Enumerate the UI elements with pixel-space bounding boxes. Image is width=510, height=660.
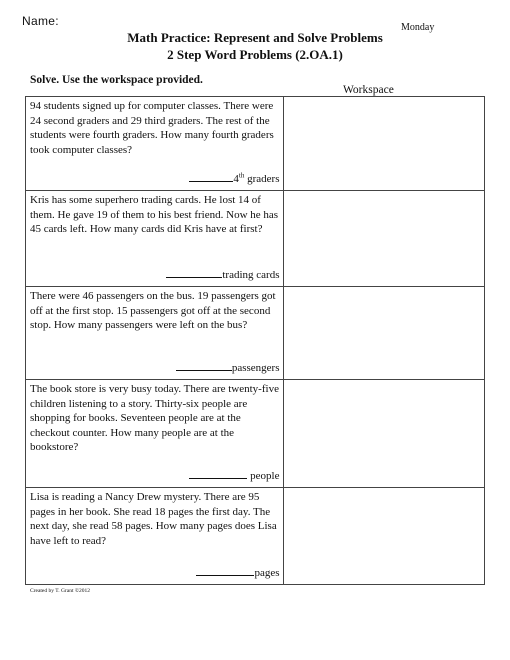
- name-label: Name:: [22, 14, 59, 28]
- answer-number: 4: [233, 173, 239, 185]
- worksheet-title: Math Practice: Represent and Solve Problems: [127, 30, 383, 45]
- problem-row: [26, 488, 485, 585]
- problem-table: [25, 96, 485, 585]
- answer-label: people: [247, 470, 280, 482]
- problem-cell: [26, 380, 284, 488]
- problem-cell: [26, 287, 284, 380]
- problem-row: [26, 97, 485, 191]
- problem-text: Kris has some superhero trading cards. He lost 14 of them. He gave 19 of them to his best friend. Now he has 45 cards left. How many cards did Kris have at first?: [30, 194, 279, 235]
- day-label: Monday: [401, 22, 435, 33]
- problem-cell: [26, 191, 284, 287]
- workspace-cell[interactable]: [284, 287, 485, 380]
- problem-text: There were 46 passengers on the bus. 19 passengers got off at the first stop. 15 passengers got off at the second stop. How many passengers were left on the bus?: [30, 290, 276, 331]
- answer-label: passengers: [231, 362, 280, 374]
- problem-text: Lisa is reading a Nancy Drew mystery. There are 95 pages in her book. She read 18 pages the first day. The next day, she read 58 pages. How many pages does Lisa have left to read?: [30, 491, 277, 547]
- answer-superscript: th: [238, 171, 245, 180]
- answer-blank[interactable]: [166, 267, 222, 278]
- answer-line: [166, 267, 279, 281]
- workspace-cell[interactable]: [284, 97, 485, 191]
- workspace-cell[interactable]: [284, 191, 485, 287]
- answer-line: [176, 360, 280, 374]
- answer-label: pages: [254, 567, 280, 579]
- answer-label: trading cards: [222, 269, 280, 281]
- answer-line: [189, 468, 279, 482]
- problem-cell: [26, 97, 284, 191]
- problem-row: [26, 287, 485, 380]
- problem-text: 94 students signed up for computer classes. There were 24 second graders and 29 third graders. The rest of the students were fourth graders. How many fourth graders took computer classes?: [30, 100, 274, 156]
- workspace-cell[interactable]: [284, 488, 485, 585]
- answer-blank[interactable]: [189, 171, 233, 182]
- answer-label: graders: [244, 173, 280, 185]
- worksheet-subtitle: 2 Step Word Problems (2.OA.1): [167, 47, 343, 62]
- problem-cell: [26, 488, 284, 585]
- problem-text: The book store is very busy today. There are twenty-five children listening to a story. Thirty-six people are shopping for books. Seventeen people are at the checkout counter. How many people are at the bookstore?: [30, 383, 279, 453]
- answer-blank[interactable]: [176, 360, 232, 371]
- problem-row: [26, 380, 485, 488]
- workspace-header: Workspace: [343, 84, 394, 96]
- answer-blank[interactable]: [196, 565, 254, 576]
- problem-row: [26, 191, 485, 287]
- instructions: Solve. Use the workspace provided.: [30, 74, 203, 86]
- copyright-footer: Created by T. Grant ©2012: [30, 588, 91, 594]
- answer-line: [189, 171, 279, 185]
- answer-blank[interactable]: [189, 468, 247, 479]
- workspace-cell[interactable]: [284, 380, 485, 488]
- answer-line: [196, 565, 279, 579]
